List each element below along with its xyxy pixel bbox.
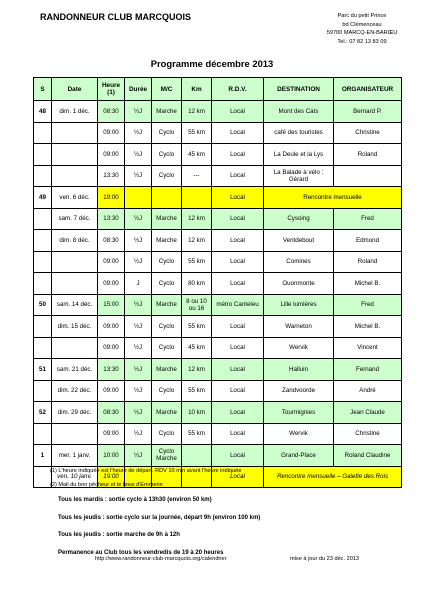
cell-destination: Lille lumières (264, 294, 334, 316)
cell-week (34, 337, 52, 359)
cell-heure: 09:00 (98, 337, 125, 359)
cell-organisateur: Roland (334, 144, 402, 166)
cell-organisateur: Roland (334, 251, 402, 273)
weekly-note: Permanence au Club tous les vendredis de 19 à 20 heures (58, 549, 224, 556)
cell-duree: ½J (125, 101, 152, 123)
cell-week: 49 (34, 187, 52, 209)
address-line: bd Clémenceau (342, 21, 382, 28)
cell-rdv: Local (212, 466, 264, 488)
cell-destination: Wervik (264, 337, 334, 359)
footnote: (2) Mail du bon pêcheur et le boss d'Emmerin (50, 482, 163, 488)
col-header-mc: M/C (152, 78, 182, 101)
table-row (34, 294, 402, 316)
cell-heure: 19:00 (98, 466, 125, 488)
cell-mc: Cyclo (152, 337, 182, 359)
cell-week (34, 230, 52, 252)
cell-organisateur: André (334, 380, 402, 402)
cell-week: 52 (34, 402, 52, 424)
cell-heure: 09:00 (98, 144, 125, 166)
cell-organisateur: Fred (334, 208, 402, 230)
cell-rdv: Local (212, 165, 264, 187)
cell-rdv: Local (212, 380, 264, 402)
cell-rdv: Local (212, 122, 264, 144)
cell-destination: Warneton (264, 316, 334, 338)
cell-heure: 09:00 (98, 316, 125, 338)
cell-heure: 09:00 (98, 122, 125, 144)
cell-date (52, 273, 98, 295)
table-row (34, 144, 402, 166)
cell-week (34, 144, 52, 166)
cell-date: sam. 14 déc. (52, 294, 98, 316)
cell-date (52, 144, 98, 166)
cell-heure: 13:30 (98, 208, 125, 230)
cell-heure: 13:30 (98, 165, 125, 187)
table-row (34, 402, 402, 424)
table-row (34, 122, 402, 144)
cell-date: sam. 7 déc. (52, 208, 98, 230)
cell-mc: Cyclo (152, 251, 182, 273)
cell-date (52, 165, 98, 187)
cell-heure: 09:00 (98, 273, 125, 295)
cell-duree: ½J (125, 445, 152, 467)
cell-rdv: Local (212, 144, 264, 166)
cell-organisateur: Christine (334, 423, 402, 445)
cell-week (34, 466, 52, 488)
table-row (34, 273, 402, 295)
cell-date (52, 122, 98, 144)
cell-date: dim. 29 déc. (52, 402, 98, 424)
cell-duree: ½J (125, 402, 152, 424)
cell-rdv: Local (212, 316, 264, 338)
cell-heure: 08:30 (98, 101, 125, 123)
weekly-note: Tous les jeudis : sortie cyclo sur la journée, départ 9h (environ 100 km) (58, 514, 261, 521)
cell-mc: Marche (152, 101, 182, 123)
footer-url[interactable]: http://www.randonneur-club-marcquois.org/calendrier (95, 556, 227, 562)
cell-mc: Cyclo (152, 423, 182, 445)
cell-week (34, 251, 52, 273)
cell-rdv: Local (212, 187, 264, 209)
cell-destination: Cysoing (264, 208, 334, 230)
club-name: RANDONNEUR CLUB MARCQUOIS (40, 12, 191, 22)
cell-mc (152, 187, 182, 209)
table-row (34, 101, 402, 123)
cell-destination: Grand-Place (264, 445, 334, 467)
col-header-duree: Durée (125, 78, 152, 101)
cell-km: 10 km (182, 402, 212, 424)
cell-organisateur (334, 165, 402, 187)
cell-km: 55 km (182, 316, 212, 338)
table-row (34, 251, 402, 273)
cell-destination: Halluin (264, 359, 334, 381)
club-address (322, 12, 402, 46)
cell-week (34, 380, 52, 402)
cell-mc: Cyclo (152, 316, 182, 338)
table-row (34, 359, 402, 381)
table-row (34, 208, 402, 230)
cell-heure: 08:30 (98, 402, 125, 424)
cell-mc: Marche (152, 208, 182, 230)
table-row (34, 380, 402, 402)
cell-week (34, 165, 52, 187)
table-row (34, 230, 402, 252)
cell-mc: Marche (152, 402, 182, 424)
cell-mc: Cyclo (152, 122, 182, 144)
cell-rdv: Local (212, 208, 264, 230)
weekly-note: Tous les mardis : sortie cyclo à 13h30 (environ 50 km) (58, 497, 212, 503)
cell-date: ven. 10 janv. (52, 466, 98, 488)
cell-week: 51 (34, 359, 52, 381)
cell-destination: Wervik (264, 423, 334, 445)
cell-rdv: métro Canteleu (212, 294, 264, 316)
cell-duree: ½J (125, 337, 152, 359)
cell-km: 8 ou 10 ou 16 (182, 294, 212, 316)
cell-km: 55 km (182, 251, 212, 273)
cell-organisateur: Michel B. (334, 316, 402, 338)
cell-rdv: Local (212, 101, 264, 123)
cell-heure: 08:30 (98, 230, 125, 252)
cell-rdv: Local (212, 273, 264, 295)
cell-destination: Comines (264, 251, 334, 273)
cell-rdv: Local (212, 402, 264, 424)
cell-duree: ½J (125, 251, 152, 273)
cell-rdv: Local (212, 251, 264, 273)
cell-date: dim. 8 déc. (52, 230, 98, 252)
cell-mc: Cyclo (152, 165, 182, 187)
cell-week: 48 (34, 101, 52, 123)
cell-heure: 10:00 (98, 445, 125, 467)
weekly-note: Tous les jeudis : sortie marche de 9h à 12h (58, 532, 180, 539)
cell-duree: ½J (125, 144, 152, 166)
cell-km: 55 km (182, 423, 212, 445)
cell-organisateur: Vincent (334, 337, 402, 359)
col-header-destination: DESTINATION (264, 78, 334, 101)
table-row (34, 165, 402, 187)
cell-destination: La Balade à vélo : Gérard (264, 165, 334, 187)
address-line: 59700 MARCQ-EN-BARŒU (326, 30, 398, 37)
col-header-organisateur: ORGANISATEUR (334, 78, 402, 101)
cell-week (34, 122, 52, 144)
cell-km: 45 km (182, 144, 212, 166)
cell-destination: Zandvoorde (264, 380, 334, 402)
cell-km: 45 km (182, 337, 212, 359)
cell-date: mer. 1 janv. (52, 445, 98, 467)
cell-duree: ½J (125, 359, 152, 381)
page-title: Programme décembre 2013 (150, 58, 274, 69)
cell-week (34, 316, 52, 338)
table-row (34, 337, 402, 359)
cell-km: 12 km (182, 359, 212, 381)
cell-km: 80 km (182, 273, 212, 295)
table-row (34, 423, 402, 445)
cell-organisateur: Michel B. (334, 273, 402, 295)
address-phone: Tel.: 07 82 13 83 09 (337, 38, 387, 45)
cell-date: sam. 21 déc. (52, 359, 98, 381)
weekly-notes (58, 492, 260, 562)
cell-duree: ½J (125, 423, 152, 445)
cell-mc: Cyclo (152, 144, 182, 166)
cell-destination: Rencontre mensuelle – Galette des Rois (264, 466, 402, 488)
cell-organisateur: Bernard P. (334, 101, 402, 123)
cell-heure: 15:00 (98, 294, 125, 316)
cell-organisateur: Christine (334, 122, 402, 144)
cell-rdv: Local (212, 230, 264, 252)
col-header-s: S (34, 78, 52, 101)
footer-updated: mise à jour du 23 déc. 2013 (290, 556, 360, 562)
table-row (34, 316, 402, 338)
cell-mc: Marche (152, 359, 182, 381)
cell-organisateur: Fred (334, 294, 402, 316)
cell-km: 55 km (182, 122, 212, 144)
col-header-date: Date (52, 78, 98, 101)
cell-duree: ½J (125, 208, 152, 230)
cell-heure: 09:00 (98, 251, 125, 273)
cell-mc: Cyclo Marche (152, 445, 182, 467)
cell-date: dim. 15 déc. (52, 316, 98, 338)
cell-rdv: Local (212, 359, 264, 381)
cell-date: ven. 6 déc. (52, 187, 98, 209)
address-line: Parc du petit Prince (337, 13, 387, 19)
cell-km: 12 km (182, 101, 212, 123)
cell-duree: ½J (125, 165, 152, 187)
cell-rdv: Local (212, 423, 264, 445)
cell-duree: ½J (125, 230, 152, 252)
col-header-rdv: R.D.V. (212, 78, 264, 101)
cell-organisateur: Fernand (334, 359, 402, 381)
cell-km (182, 445, 212, 467)
table-row (34, 187, 402, 209)
cell-week (34, 273, 52, 295)
cell-date (52, 251, 98, 273)
cell-heure: 09:00 (98, 423, 125, 445)
cell-km: 12 km (182, 208, 212, 230)
cell-destination: La Deule et la Lys (264, 144, 334, 166)
cell-destination: Ouonmonte (264, 273, 334, 295)
cell-duree: J (125, 273, 152, 295)
cell-date (52, 423, 98, 445)
table-header-row (34, 78, 402, 101)
cell-mc: Cyclo (152, 273, 182, 295)
cell-rdv: Local (212, 445, 264, 467)
cell-heure: 13:30 (98, 359, 125, 381)
cell-duree: ½J (125, 294, 152, 316)
cell-organisateur: Edmond (334, 230, 402, 252)
col-header-heure: Heure (1) (98, 78, 125, 101)
table-row (34, 445, 402, 467)
cell-km: --- (182, 165, 212, 187)
cell-km: 12 km (182, 230, 212, 252)
cell-date: dim. 22 déc. (52, 380, 98, 402)
cell-duree: ½J (125, 316, 152, 338)
footnote: (1) L'heure indiquée est l'heure de départ. RDV 10 min avant l'heure indiquée (50, 468, 242, 474)
cell-organisateur: Jean Claude (334, 402, 402, 424)
cell-destination: Rencontre mensuelle (264, 187, 402, 209)
cell-week (34, 208, 52, 230)
program-table (33, 77, 402, 488)
cell-heure: 09:00 (98, 380, 125, 402)
cell-duree: ½J (125, 122, 152, 144)
cell-duree (125, 187, 152, 209)
cell-week: 1 (34, 445, 52, 467)
footnotes (50, 464, 241, 492)
cell-duree: ½J (125, 380, 152, 402)
cell-rdv: Local (212, 337, 264, 359)
cell-destination: Mont des Cats (264, 101, 334, 123)
cell-week (34, 423, 52, 445)
cell-mc: Marche (152, 230, 182, 252)
cell-destination: Ventdebout (264, 230, 334, 252)
cell-week: 50 (34, 294, 52, 316)
cell-organisateur: Roland Claudine (334, 445, 402, 467)
cell-mc: Cyclo (152, 380, 182, 402)
cell-destination: café des touristes (264, 122, 334, 144)
cell-km: 55 km (182, 380, 212, 402)
cell-mc: Marche (152, 294, 182, 316)
cell-destination: Tourmignies (264, 402, 334, 424)
col-header-km: Km (182, 78, 212, 101)
cell-km (182, 187, 212, 209)
cell-date: dim. 1 déc. (52, 101, 98, 123)
cell-heure: 19:00 (98, 187, 125, 209)
cell-date (52, 337, 98, 359)
